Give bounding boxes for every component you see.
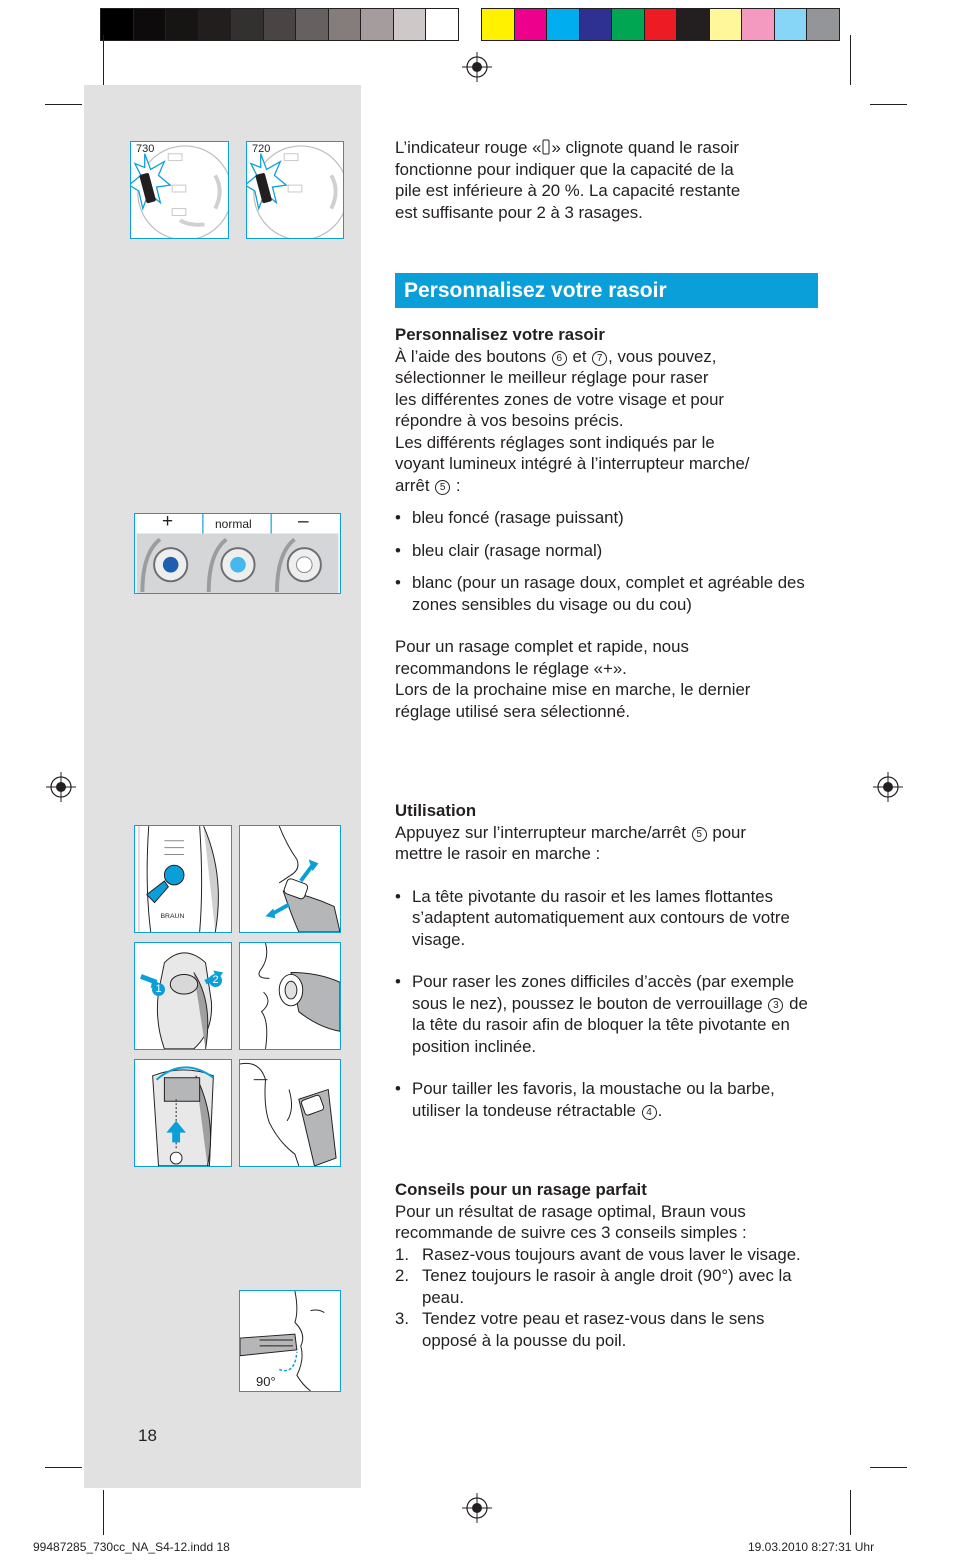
page-number: 18 bbox=[138, 1426, 157, 1445]
section-heading: Personnalisez votre rasoir bbox=[395, 273, 818, 308]
color-swatch bbox=[579, 8, 613, 41]
intro-line-1a: L’indicateur rouge « bbox=[395, 138, 542, 157]
crop-mark bbox=[45, 104, 82, 105]
crop-mark bbox=[850, 35, 851, 85]
gray-swatch bbox=[425, 8, 459, 41]
tip-number: 2. bbox=[395, 1266, 409, 1285]
button-5-marker: 5 bbox=[692, 827, 707, 842]
svg-text:BRAUN: BRAUN bbox=[160, 913, 185, 921]
mode-minus-label: – bbox=[298, 513, 309, 532]
shave-under-nose-figure bbox=[239, 942, 341, 1050]
tip-item-2 bbox=[395, 1265, 819, 1308]
shaving-mode-figure bbox=[134, 513, 341, 594]
tips-title: Conseils pour un rasage parfait bbox=[395, 1180, 647, 1199]
p1-line-4: répondre à vos besoins précis. bbox=[395, 411, 624, 430]
usage-bullet-pivot: • La tête pivotante du rasoir et les lames flottantes s’adaptent automatiquement aux contours de votre visage. bbox=[395, 886, 819, 951]
crop-mark bbox=[870, 104, 907, 105]
usage-section bbox=[395, 800, 819, 1121]
battery-indicator-figure-720 bbox=[246, 141, 344, 239]
p2-line-3b: : bbox=[455, 475, 461, 495]
button-7-marker: 7 bbox=[592, 351, 607, 366]
model-label: 720 bbox=[252, 143, 271, 155]
p3-line-3: Lors de la prochaine mise en marche, le dernier bbox=[395, 680, 751, 699]
p1-line-2: sélectionner le meilleur réglage pour raser bbox=[395, 368, 709, 387]
usage-line-1a: Appuyez sur l’interrupteur marche/arrêt bbox=[395, 822, 687, 842]
p1-line-3: les différentes zones de votre visage et pour bbox=[395, 389, 724, 409]
tip-text: Tendez votre peau et rasez-vous dans le sens opposé à la pousse du poil. bbox=[422, 1309, 765, 1350]
p1-part-a: À l’aide des boutons bbox=[395, 346, 547, 366]
color-swatch bbox=[611, 8, 645, 41]
crop-mark bbox=[103, 35, 104, 85]
usage-bullet-trimmer-b: . bbox=[657, 1100, 663, 1120]
intro-line-3: pile est inférieure à 20 %. La capacité restante bbox=[395, 181, 741, 200]
tip-number: 1. bbox=[395, 1244, 409, 1264]
gray-swatch bbox=[133, 8, 167, 41]
usage-bullet-lock bbox=[395, 971, 819, 1057]
angle-label: 90° bbox=[256, 1374, 276, 1389]
power-button-figure bbox=[134, 825, 232, 933]
illustration-column bbox=[84, 85, 361, 1488]
intro-line-4: est suffisante pour 2 à 3 rasages. bbox=[395, 202, 643, 222]
registration-mark bbox=[462, 1493, 492, 1523]
crop-mark bbox=[103, 1490, 104, 1535]
step-1-label: 1 bbox=[152, 983, 165, 996]
p2-line-1: Les différents réglages sont indiqués par le bbox=[395, 432, 715, 452]
trimmer-release-figure bbox=[134, 1059, 232, 1167]
p1-part-c: , vous pouvez, bbox=[608, 346, 717, 366]
mode-plus-label: + bbox=[162, 513, 174, 532]
tip-text: Tenez toujours le rasoir à angle droit (90°) avec la peau. bbox=[422, 1266, 792, 1307]
mode-bullet-dark-blue: • bleu foncé (rasage puissant) bbox=[395, 507, 819, 529]
p2-line-2: voyant lumineux intégré à l’interrupteur marche/ bbox=[395, 454, 750, 473]
usage-bullet-lock-b: de la tête du rasoir afin de bloquer la tête pivotante en position inclinée. bbox=[412, 993, 808, 1056]
usage-bullet-trimmer bbox=[395, 1078, 819, 1121]
gray-swatch bbox=[198, 8, 232, 41]
gray-swatch bbox=[393, 8, 427, 41]
gray-swatch bbox=[100, 8, 134, 41]
button-6-marker: 6 bbox=[552, 351, 567, 366]
usage-line-2: mettre le rasoir en marche : bbox=[395, 844, 601, 863]
mode-bullet-white: • blanc (pour un rasage doux, complet et agréable des zones sensibles du visage ou du cou) bbox=[395, 572, 819, 615]
right-angle-shaving-figure bbox=[239, 1290, 341, 1392]
gray-swatch bbox=[230, 8, 264, 41]
gray-calibration-bar bbox=[100, 8, 458, 41]
crop-mark bbox=[45, 1467, 82, 1468]
tips-line-2: recommande de suivre ces 3 conseils simples : bbox=[395, 1223, 747, 1242]
registration-mark bbox=[462, 52, 492, 82]
gray-swatch bbox=[263, 8, 297, 41]
file-slug: 99487285_730cc_NA_S4-12.indd 18 bbox=[33, 1540, 230, 1554]
intro-line-2: fonctionne pour indiquer que la capacité de la bbox=[395, 159, 734, 179]
color-swatch bbox=[481, 8, 515, 41]
p1-part-b: et bbox=[572, 346, 587, 366]
p3-line-1: Pour un rasage complet et rapide, nous bbox=[395, 637, 689, 656]
p3-line-4: réglage utilisé sera sélectionné. bbox=[395, 701, 631, 721]
button-3-marker: 3 bbox=[768, 998, 783, 1013]
color-swatch bbox=[546, 8, 580, 41]
color-calibration-bar bbox=[481, 8, 839, 41]
print-timestamp: 19.03.2010 8:27:31 Uhr bbox=[748, 1540, 875, 1554]
usage-bullet-trimmer-a: Pour tailler les favoris, la moustache ou la barbe, utiliser la tondeuse rétractable bbox=[412, 1079, 775, 1120]
crop-mark bbox=[850, 1490, 851, 1535]
gray-swatch bbox=[295, 8, 329, 41]
button-5-marker: 5 bbox=[435, 480, 450, 495]
color-swatch bbox=[514, 8, 548, 41]
model-label: 730 bbox=[136, 143, 155, 155]
gray-swatch bbox=[165, 8, 199, 41]
color-swatch bbox=[644, 8, 678, 41]
gray-swatch bbox=[360, 8, 394, 41]
usage-title: Utilisation bbox=[395, 801, 477, 820]
step-2-label: 2 bbox=[209, 974, 222, 987]
color-swatch bbox=[741, 8, 775, 41]
battery-indicator-text bbox=[395, 137, 819, 223]
trimming-sideburns-figure bbox=[239, 1059, 341, 1167]
crop-mark bbox=[870, 1467, 907, 1468]
registration-mark bbox=[46, 772, 76, 802]
color-swatch bbox=[774, 8, 808, 41]
tip-text: Rasez-vous toujours avant de vous laver le visage. bbox=[422, 1244, 801, 1264]
gray-swatch bbox=[328, 8, 362, 41]
personalize-section bbox=[395, 324, 819, 722]
tip-item-1 bbox=[395, 1244, 819, 1266]
battery-indicator-figure-730 bbox=[130, 141, 229, 239]
usage-line-1b: pour bbox=[712, 822, 746, 842]
pivot-head-figure bbox=[239, 825, 341, 933]
lock-button-figure bbox=[134, 942, 232, 1050]
usage-bullet-lock-a: Pour raser les zones difficiles d’accès (par exemple sous le nez), poussez le bouton de verrouillage bbox=[412, 972, 795, 1013]
color-swatch bbox=[676, 8, 710, 41]
tips-section bbox=[395, 1179, 819, 1351]
p3-line-2: recommandons le réglage «+». bbox=[395, 658, 627, 678]
tip-item-3 bbox=[395, 1308, 819, 1351]
button-4-marker: 4 bbox=[642, 1105, 657, 1120]
color-swatch bbox=[709, 8, 743, 41]
p2-line-3a: arrêt bbox=[395, 475, 430, 495]
intro-line-1b: » clignote quand le rasoir bbox=[551, 138, 739, 157]
registration-mark bbox=[873, 772, 903, 802]
battery-low-icon bbox=[541, 139, 551, 155]
mode-normal-label: normal bbox=[215, 517, 252, 531]
tips-line-1: Pour un résultat de rasage optimal, Braun vous bbox=[395, 1201, 746, 1221]
color-swatch bbox=[806, 8, 840, 41]
mode-bullet-light-blue: • bleu clair (rasage normal) bbox=[395, 540, 819, 562]
personalize-title: Personnalisez votre rasoir bbox=[395, 325, 605, 344]
tip-number: 3. bbox=[395, 1309, 409, 1328]
